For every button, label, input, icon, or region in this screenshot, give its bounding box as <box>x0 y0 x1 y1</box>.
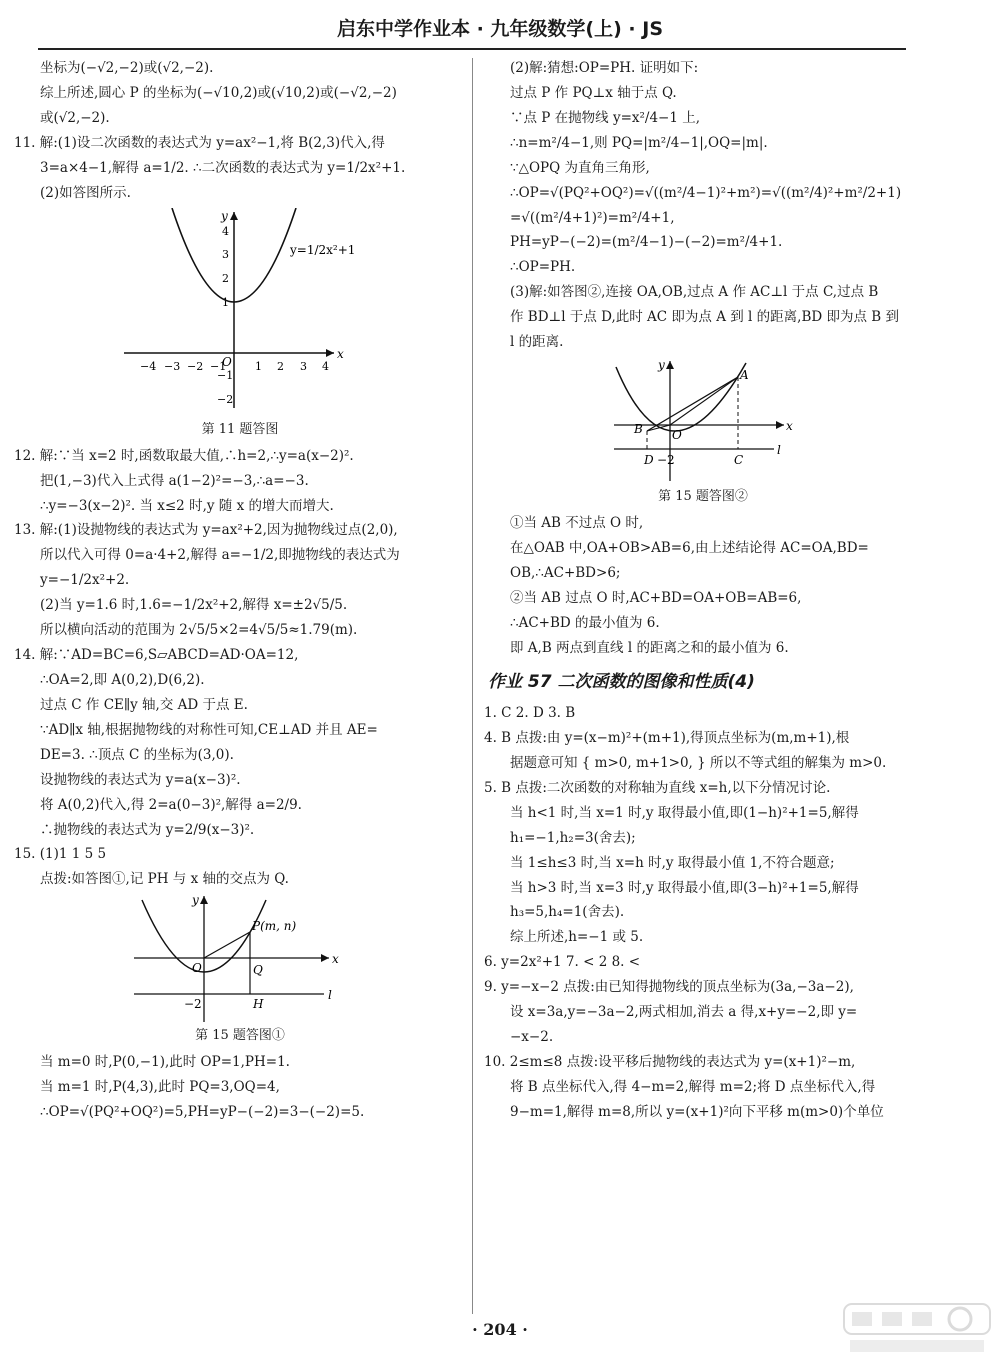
svg-text:O: O <box>672 428 682 443</box>
text-line: 11. 解:(1)设二次函数的表达式为 y=ax²−1,将 B(2,3)代入,得 <box>14 134 385 151</box>
text-line: h₁=−1,h₂=3(舍去); <box>510 829 636 846</box>
text-line: 综上所述,h=−1 或 5. <box>510 929 644 946</box>
text-line: 过点 P 作 PQ⊥x 轴于点 Q. <box>510 84 677 101</box>
svg-text:H: H <box>253 997 264 1012</box>
svg-text:1: 1 <box>222 295 229 309</box>
figure-15-1-caption: 第 15 题答图① <box>195 1028 285 1044</box>
svg-text:3: 3 <box>300 359 307 373</box>
right-column <box>484 58 922 1127</box>
watermark-logo <box>842 1300 992 1358</box>
text-line: ∵△OPQ 为直角三角形, <box>510 159 650 176</box>
left-column <box>14 58 466 1127</box>
text-line: ∴OA=2,即 A(0,2),D(6,2). <box>40 671 205 688</box>
text-line: (2)如答图所示. <box>40 184 131 201</box>
text-line: DE=3. ∴顶点 C 的坐标为(3,0). <box>40 746 234 763</box>
figure-11-curve-label: y=1/2x²+1 <box>290 242 356 257</box>
figure-15-2-graph <box>484 357 922 485</box>
svg-text:−1: −1 <box>217 368 234 382</box>
text-line: h₃=5,h₄=1(舍去). <box>510 904 625 921</box>
svg-text:Q: Q <box>253 963 263 978</box>
text-line: 设抛物线的表达式为 y=a(x−3)². <box>40 771 241 788</box>
text-line: y=−1/2x²+2. <box>40 572 130 589</box>
text-line: ①当 AB 不过点 O 时, <box>510 515 644 532</box>
text-line: 4. B 点拨:由 y=(x−m)²+(m+1),得顶点坐标为(m,m+1),根 <box>484 730 850 746</box>
text-line: 据题意可知 { m>0, m+1>0, } 所以不等式组的解集为 m>0. <box>510 754 887 771</box>
text-line: ∴n=m²/4−1,则 PQ=|m²/4−1|,OQ=|m|. <box>510 134 768 151</box>
text-line: 所以横向活动的范围为 2√5/5×2=4√5/5≈1.79(m). <box>40 622 358 639</box>
svg-text:−2: −2 <box>184 997 202 1012</box>
text-line: 过点 C 作 CE∥y 轴,交 AD 于点 E. <box>40 696 248 713</box>
text-line: 即 A,B 两点到直线 l 的距离之和的最小值为 6. <box>510 639 789 656</box>
svg-text:O: O <box>192 961 202 976</box>
svg-text:4: 4 <box>222 224 229 238</box>
text-line: 3=a×4−1,解得 a=1/2. ∴二次函数的表达式为 y=1/2x²+1. <box>40 159 406 176</box>
svg-text:x: x <box>337 346 344 361</box>
svg-text:y: y <box>192 894 199 908</box>
header-rule <box>38 48 906 50</box>
svg-text:3: 3 <box>222 247 229 261</box>
svg-text:B: B <box>634 422 643 437</box>
text-line: 作 BD⊥l 于点 D,此时 AC 即为点 A 到 l 的距离,BD 即为点 B 到 <box>510 309 899 326</box>
figure-15-1-graph <box>14 894 466 1024</box>
svg-text:l: l <box>328 988 332 1003</box>
svg-text:y: y <box>221 208 228 223</box>
page-header: 启东中学作业本 · 九年级数学(上) · JS <box>336 18 664 40</box>
text-line: 9. y=−x−2 点拨:由已知得抛物线的顶点坐标为(3a,−3a−2), <box>484 979 854 996</box>
text-line: 将 A(0,2)代入,得 2=a(0−3)²,解得 a=2/9. <box>40 796 302 813</box>
svg-text:C: C <box>734 453 744 468</box>
svg-text:x: x <box>332 952 339 967</box>
svg-text:x: x <box>786 419 793 434</box>
text-line: −x−2. <box>510 1029 554 1046</box>
figure-11-graph <box>14 208 466 418</box>
figure-15-2-caption: 第 15 题答图② <box>658 489 748 505</box>
text-line: 5. B 点拨:二次函数的对称轴为直线 x=h,以下分情况讨论. <box>484 779 831 796</box>
svg-text:−2: −2 <box>657 453 675 468</box>
text-line: ∵点 P 在抛物线 y=x²/4−1 上, <box>510 109 701 126</box>
text-line: 坐标为(−√2,−2)或(√2,−2). <box>40 60 214 76</box>
text-line: 14. 解:∵AD=BC=6,S▱ABCD=AD·OA=12, <box>14 647 299 664</box>
text-line: (2)当 y=1.6 时,1.6=−1/2x²+2,解得 x=±2√5/5. <box>40 597 348 614</box>
text-line: =√((m²/4+1)²)=m²/4+1, <box>510 209 675 226</box>
svg-text:A: A <box>740 368 749 383</box>
text-line: 当 m=1 时,P(4,3),此时 PQ=3,OQ=4, <box>40 1079 280 1096</box>
text-line: ∴y=−3(x−2)². 当 x≤2 时,y 随 x 的增大而增大. <box>40 497 334 514</box>
text-line: 或(√2,−2). <box>40 109 110 126</box>
text-line: ②当 AB 过点 O 时,AC+BD=OA+OB=AB=6, <box>510 589 802 606</box>
svg-text:y: y <box>658 358 665 373</box>
figure-11-caption: 第 11 题答图 <box>201 421 279 437</box>
text-line: 13. 解:(1)设抛物线的表达式为 y=ax²+2,因为抛物线过点(2,0), <box>14 522 398 539</box>
text-line: PH=yP−(−2)=(m²/4−1)−(−2)=m²/4+1. <box>510 234 783 251</box>
text-line: l 的距离. <box>510 334 564 351</box>
svg-text:−3: −3 <box>164 359 181 373</box>
text-line: 将 B 点坐标代入,得 4−m=2,解得 m=2;将 D 点坐标代入,得 <box>510 1078 876 1095</box>
text-line: OB,∴AC+BD>6; <box>510 565 621 582</box>
svg-text:1: 1 <box>255 359 262 373</box>
text-line: 在△OAB 中,OA+OB>AB=6,由上述结论得 AC=OA,BD= <box>510 540 869 557</box>
text-line: ∴抛物线的表达式为 y=2/9(x−3)². <box>40 821 255 838</box>
text-line: 当 h<1 时,当 x=1 时,y 取得最小值,即(1−h)²+1=5,解得 <box>510 804 859 821</box>
svg-text:l: l <box>777 443 781 458</box>
column-divider <box>472 58 473 1314</box>
svg-text:O: O <box>222 354 232 369</box>
svg-text:4: 4 <box>322 359 329 373</box>
text-line: ∴OP=PH. <box>510 259 576 276</box>
text-line: 点拨:如答图①,记 PH 与 x 轴的交点为 Q. <box>40 871 289 888</box>
text-line: 当 1≤h≤3 时,当 x=h 时,y 取得最小值 1,不符合题意; <box>510 854 835 871</box>
text-line: 9−m=1,解得 m=8,所以 y=(x+1)²向下平移 m(m>0)个单位 <box>510 1103 884 1120</box>
text-line: (2)解:猜想:OP=PH. 证明如下: <box>510 60 699 76</box>
svg-text:−2: −2 <box>187 359 204 373</box>
svg-text:−4: −4 <box>140 359 157 373</box>
text-line: 1. C 2. D 3. B <box>484 705 576 722</box>
text-line: ∴AC+BD 的最小值为 6. <box>510 614 660 631</box>
text-line: 6. y=2x²+1 7. < 2 8. < <box>484 954 641 971</box>
text-line: 把(1,−3)代入上式得 a(1−2)²=−3,∴a=−3. <box>40 472 309 489</box>
text-line: 设 x=3a,y=−3a−2,两式相加,消去 a 得,x+y=−2,即 y= <box>510 1004 858 1021</box>
text-line: 10. 2≤m≤8 点拨:设平移后抛物线的表达式为 y=(x+1)²−m, <box>484 1053 856 1070</box>
section-title: 作业 57 二次函数的图像和性质(4) <box>488 671 755 692</box>
text-line: 当 m=0 时,P(0,−1),此时 OP=1,PH=1. <box>40 1054 290 1071</box>
text-line: 所以代入可得 0=a·4+2,解得 a=−1/2,即抛物线的表达式为 <box>40 547 400 564</box>
svg-text:2: 2 <box>277 359 284 373</box>
page-number: · 204 · <box>472 1320 528 1339</box>
figure-15-1-point-label: P(m, n) <box>252 919 297 934</box>
text-line: (3)解:如答图②,连接 OA,OB,过点 A 作 AC⊥l 于点 C,过点 B <box>510 284 879 301</box>
text-line: 12. 解:∵当 x=2 时,函数取最大值,∴h=2,∴y=a(x−2)². <box>14 447 354 464</box>
svg-text:D: D <box>644 453 654 468</box>
text-line: 综上所述,圆心 P 的坐标为(−√10,2)或(√10,2)或(−√2,−2) <box>40 84 397 101</box>
text-line: ∵AD∥x 轴,根据抛物线的对称性可知,CE⊥AD 并且 AE= <box>40 721 378 738</box>
svg-text:2: 2 <box>222 271 229 285</box>
text-line: 当 h>3 时,当 x=3 时,y 取得最小值,即(3−h)²+1=5,解得 <box>510 879 859 896</box>
text-line: ∴OP=√(PQ²+OQ²)=√((m²/4−1)²+m²)=√((m²/4)²+m²/2+1) <box>510 184 902 201</box>
svg-text:−2: −2 <box>217 392 234 406</box>
text-line: ∴OP=√(PQ²+OQ²)=5,PH=yP−(−2)=3−(−2)=5. <box>40 1104 365 1121</box>
text-line: 15. (1)1 1 5 5 <box>14 846 107 863</box>
svg-text:−1: −1 <box>210 359 227 373</box>
